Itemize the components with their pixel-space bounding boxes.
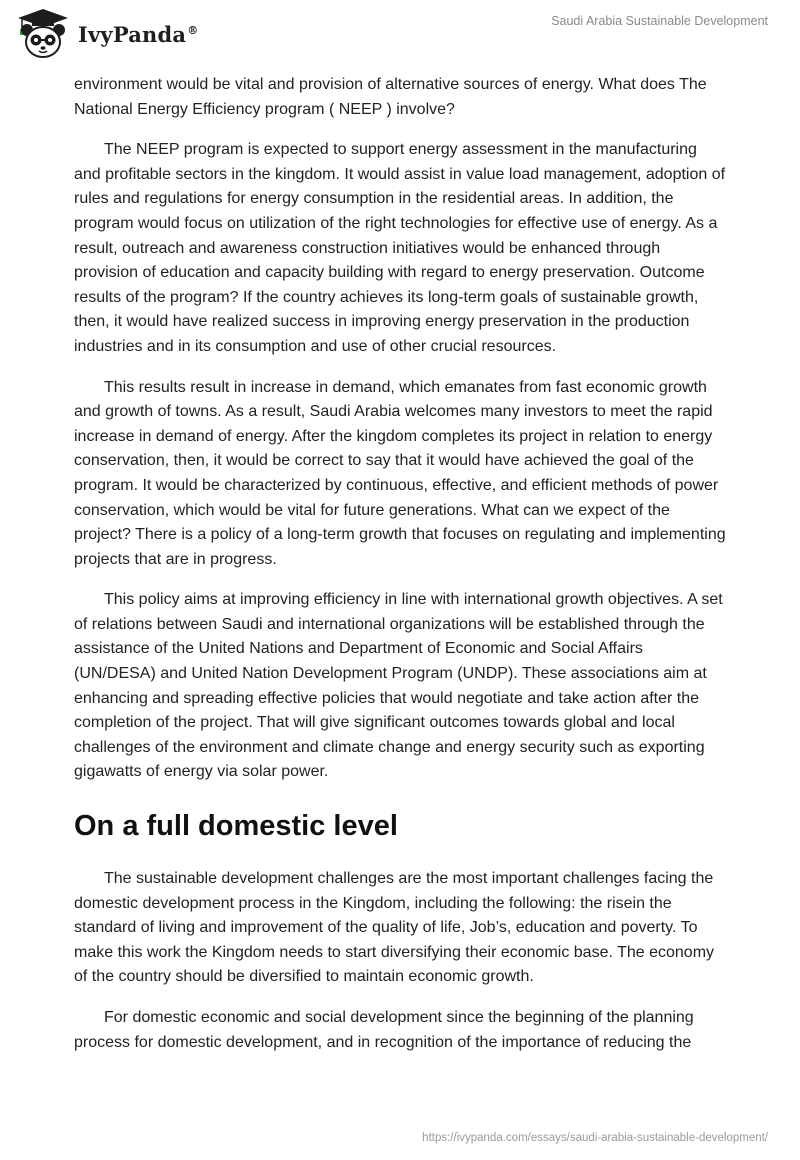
registered-mark: ®: [187, 23, 199, 37]
paragraph: The sustainable development challenges are the most important challenges facing the domestic development process in the Kingdom, including the following: the risein the standard of living and improvement of the quality of life, Job’s, education and poverty. To make this work the Kingdom needs to start diversifying their economic base. The economy of the country should be diversified to maintain economic growth.: [74, 870, 715, 986]
source-url[interactable]: https://ivypanda.com/essays/saudi-arabia-sustainable-development/: [422, 1132, 768, 1144]
paragraph: This results result in increase in demand, which emanates from fast economic growth and growth of towns. As a result, Saudi Arabia welcomes many investors to meet the rapid increase in demand of energy. After the kingdom completes its project in relation to energy conservation, then, it would be correct to say that it would have achieved the goal of the program. It would be characterized by continuous, effective, and efficient methods of power conservation, which would be vital for future generations. What can we expect of the project? There is a policy of a long-term growth that focuses on regulating and implementing projects that are in progress.: [74, 378, 726, 568]
document-title: Saudi Arabia Sustainable Development: [551, 14, 768, 28]
paragraph: For domestic economic and social development since the beginning of the planning process for domestic development, and in recognition of the importance of reducing the: [74, 1009, 694, 1051]
paragraph: environment would be vital and provision of alternative sources of energy. What does The National Energy Efficiency program ( NEEP ) involve?: [74, 76, 707, 118]
page-header: [0, 0, 800, 70]
paragraph: The NEEP program is expected to support energy assessment in the manufacturing and profitable sectors in the kingdom. It would assist in value load management, adoption of rules and regulations for energy consumption in the residential areas. In addition, the program would focus on utilization of the right technologies for effective use of energy. As a result, outreach and awareness construction initiatives would be enhanced through provision of education and capacity building with regard to energy preservation. Outcome results of the program? If the country achieves its long-term goals of sustainable growth, then, it would have realized success in improving energy preservation in the production industries and in its consumption and use of other crucial resources.: [74, 141, 726, 355]
brand-logo[interactable]: [14, 6, 198, 62]
section-heading: On a full domestic level: [74, 810, 398, 843]
essay-body: [74, 73, 728, 1071]
paragraph: This policy aims at improving efficiency in line with international growth objectives. A set of relations between Saudi and international organizations will be established through the assistance of the United Nations and Department of Economic and Social Affairs (UN/DESA) and United Nation Development Program (UNDP). These associations aim at enhancing and spreading effective policies that would negotiate and take action after the completion of the project. That will give significant outcomes towards global and local challenges of the environment and climate change and energy security such as exporting gigawatts of energy via solar power.: [74, 591, 723, 781]
brand-name: IvyPanda®: [78, 21, 199, 47]
panda-logo-icon: [14, 6, 72, 62]
